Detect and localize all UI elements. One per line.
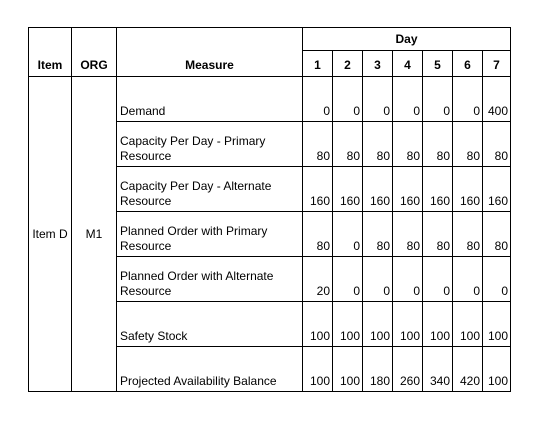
header-day-7: 7 [483,51,511,77]
header-org: ORG [72,51,117,77]
value-cell: 0 [363,77,393,122]
measure-cell: Safety Stock [117,302,303,347]
header-day-5: 5 [423,51,453,77]
header-measure-top [117,28,303,51]
value-cell: 0 [333,77,363,122]
value-cell: 80 [453,122,483,167]
measure-cell: Capacity Per Day - Alternate Resource [117,167,303,212]
value-cell: 160 [483,167,511,212]
table-row [29,77,511,122]
value-cell: 160 [393,167,423,212]
header-day-6: 6 [453,51,483,77]
value-cell: 0 [453,257,483,302]
value-cell: 20 [303,257,333,302]
value-cell: 400 [483,77,511,122]
header-day-3: 3 [363,51,393,77]
value-cell: 80 [393,122,423,167]
value-cell: 0 [303,77,333,122]
planning-table [28,27,511,392]
value-cell: 80 [363,212,393,257]
value-cell: 80 [303,212,333,257]
value-cell: 80 [303,122,333,167]
value-cell: 100 [363,302,393,347]
table-body [29,77,511,392]
value-cell: 80 [483,212,511,257]
value-cell: 260 [393,347,423,392]
value-cell: 80 [333,122,363,167]
header-item-top [29,28,72,51]
value-cell: 100 [393,302,423,347]
value-cell: 160 [453,167,483,212]
value-cell: 0 [423,257,453,302]
value-cell: 0 [483,257,511,302]
header-day-4: 4 [393,51,423,77]
value-cell: 100 [303,347,333,392]
value-cell: 160 [363,167,393,212]
value-cell: 100 [483,347,511,392]
value-cell: 160 [333,167,363,212]
value-cell: 0 [423,77,453,122]
value-cell: 100 [303,302,333,347]
value-cell: 80 [453,212,483,257]
value-cell: 0 [333,212,363,257]
value-cell: 80 [363,122,393,167]
value-cell: 0 [333,257,363,302]
header-day-1: 1 [303,51,333,77]
value-cell: 80 [423,122,453,167]
value-cell: 0 [393,257,423,302]
value-cell: 100 [423,302,453,347]
value-cell: 80 [423,212,453,257]
measure-cell: Capacity Per Day - Primary Resource [117,122,303,167]
header-day-group: Day [303,28,511,51]
header-day-2: 2 [333,51,363,77]
header-org-top [72,28,117,51]
measure-cell: Planned Order with Primary Resource [117,212,303,257]
measure-cell: Projected Availability Balance [117,347,303,392]
value-cell: 160 [303,167,333,212]
org-cell: M1 [72,77,117,392]
value-cell: 100 [333,347,363,392]
value-cell: 100 [333,302,363,347]
value-cell: 420 [453,347,483,392]
measure-cell: Planned Order with Alternate Resource [117,257,303,302]
item-cell: Item D [29,77,72,392]
value-cell: 80 [483,122,511,167]
measure-cell: Demand [117,77,303,122]
value-cell: 0 [363,257,393,302]
header-measure: Measure [117,51,303,77]
header-item: Item [29,51,72,77]
value-cell: 340 [423,347,453,392]
value-cell: 160 [423,167,453,212]
value-cell: 100 [453,302,483,347]
value-cell: 0 [453,77,483,122]
value-cell: 100 [483,302,511,347]
value-cell: 0 [393,77,423,122]
value-cell: 80 [393,212,423,257]
value-cell: 180 [363,347,393,392]
